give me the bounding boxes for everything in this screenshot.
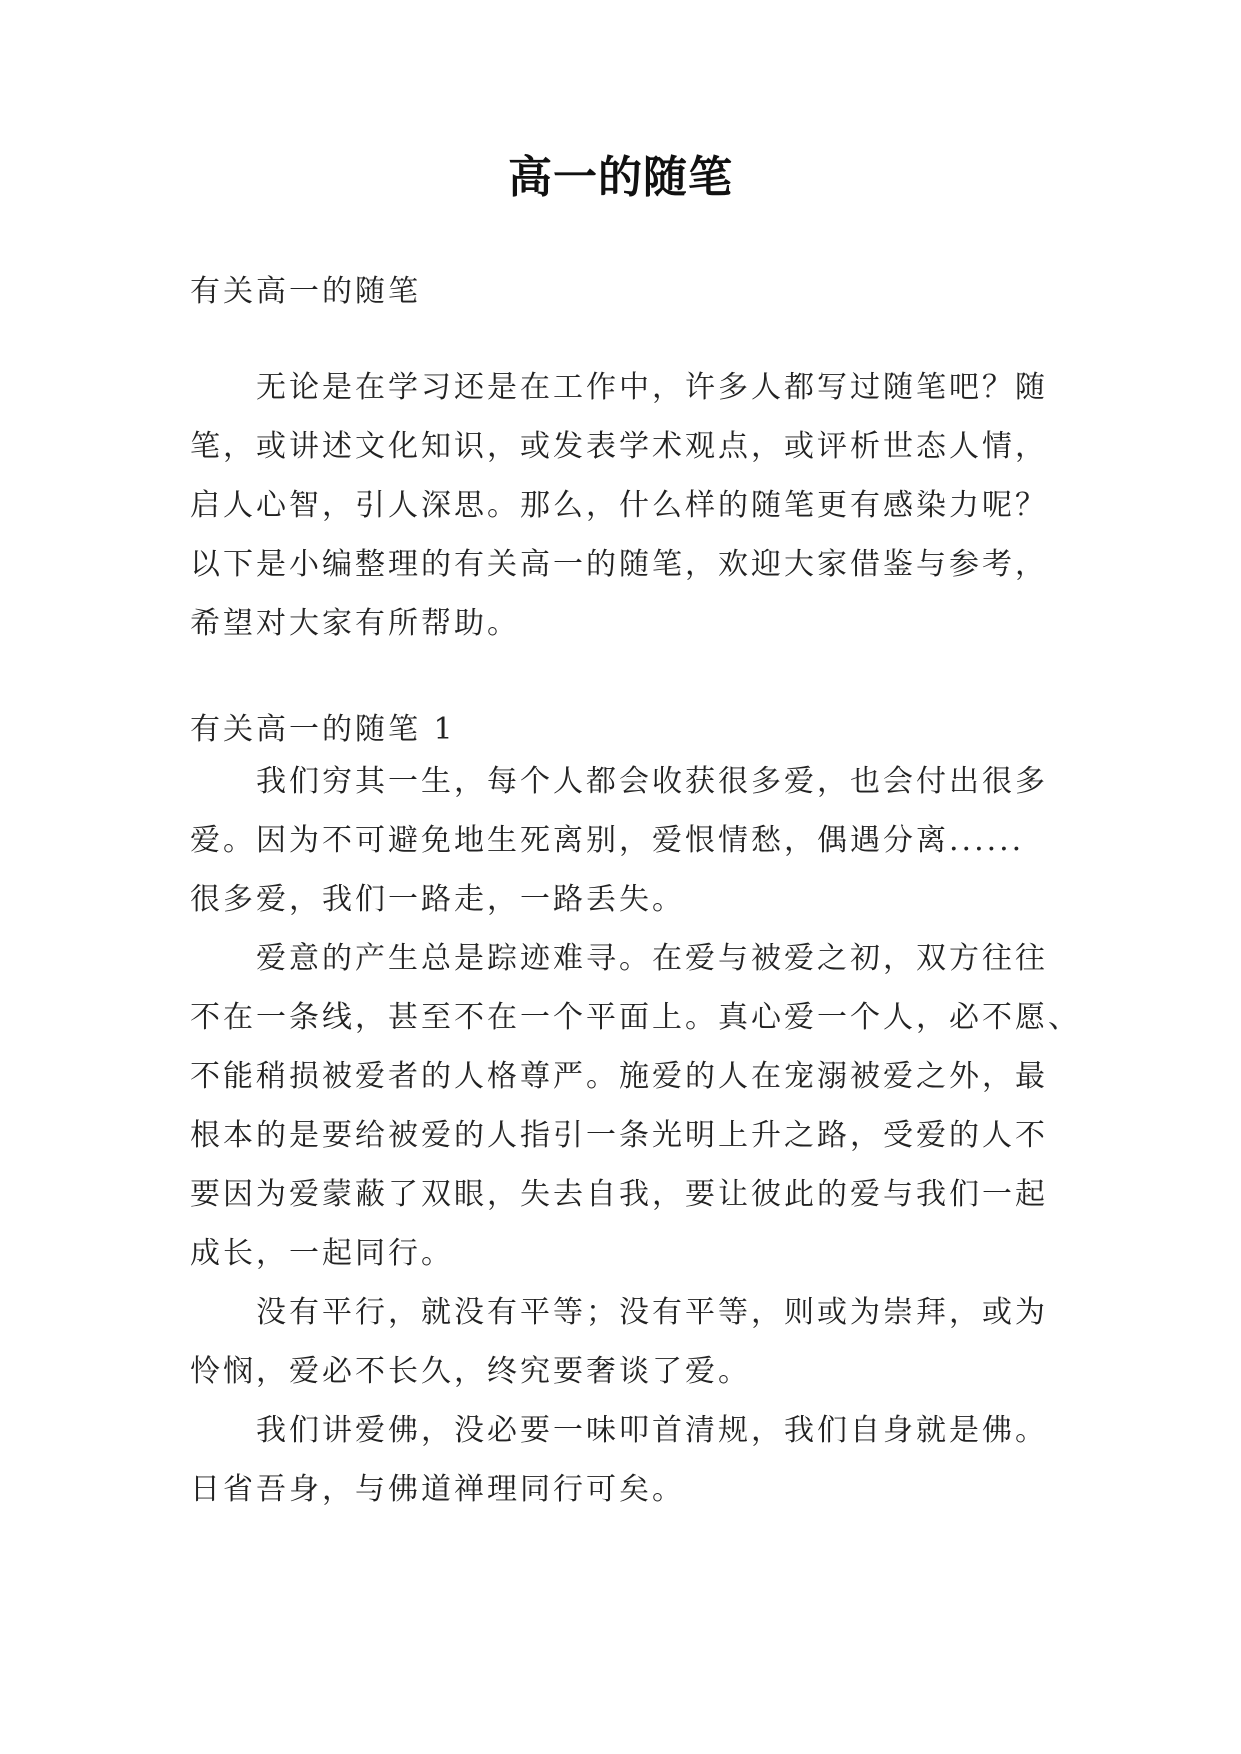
paragraph-3 — [190, 1283, 1070, 1401]
paragraph-4 — [190, 1401, 1070, 1519]
intro-line: 希望对大家有所帮助。 — [190, 606, 520, 641]
intro-line: 以下是小编整理的有关高一的随笔，欢迎大家借鉴与参考， — [190, 547, 1048, 582]
paragraph-line: 我们讲爱佛，没必要一味叩首清规，我们自身就是佛。 — [256, 1413, 1048, 1448]
intro-paragraph — [190, 358, 1070, 653]
paragraph-2 — [190, 929, 1081, 1283]
intro-line: 启人心智，引人深思。那么，什么样的随笔更有感染力呢？ — [190, 488, 1048, 523]
paragraph-line: 很多爱，我们一路走，一路丢失。 — [190, 882, 685, 917]
paragraph-line: 爱意的产生总是踪迹难寻。在爱与被爱之初，双方往往 — [256, 941, 1048, 976]
paragraph-line: 不在一条线，甚至不在一个平面上。真心爱一个人，必不愿、 — [190, 1000, 1081, 1035]
paragraph-line: 根本的是要给被爱的人指引一条光明上升之路，受爱的人不 — [190, 1118, 1048, 1153]
document-subtitle: 有关高一的随笔 — [190, 274, 421, 309]
paragraph-line: 爱。因为不可避免地生死离别，爱恨情愁，偶遇分离...... — [190, 823, 1025, 858]
paragraph-line: 我们穷其一生，每个人都会收获很多爱，也会付出很多 — [256, 764, 1048, 799]
paragraph-line: 成长，一起同行。 — [190, 1236, 454, 1271]
paragraph-line: 没有平行，就没有平等；没有平等，则或为崇拜，或为 — [256, 1295, 1048, 1330]
intro-line: 笔，或讲述文化知识，或发表学术观点，或评析世态人情， — [190, 429, 1048, 464]
document-title: 高一的随笔 — [508, 152, 733, 203]
paragraph-line: 怜悯，爱必不长久，终究要奢谈了爱。 — [190, 1354, 751, 1389]
section-heading: 有关高一的随笔 1 — [190, 712, 456, 747]
paragraph-line: 要因为爱蒙蔽了双眼，失去自我，要让彼此的爱与我们一起 — [190, 1177, 1048, 1212]
intro-line: 无论是在学习还是在工作中，许多人都写过随笔吧？随 — [256, 370, 1048, 405]
paragraph-line: 不能稍损被爱者的人格尊严。施爱的人在宠溺被爱之外，最 — [190, 1059, 1048, 1094]
paragraph-1 — [190, 752, 1070, 929]
paragraph-line: 日省吾身，与佛道禅理同行可矣。 — [190, 1472, 685, 1507]
